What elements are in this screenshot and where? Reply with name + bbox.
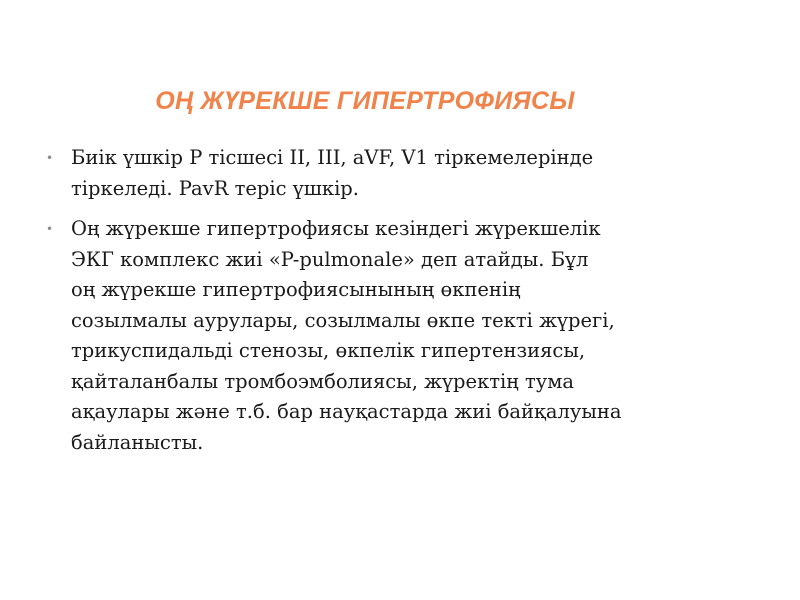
bullet-icon: •: [46, 222, 54, 236]
bullet-item: [46, 143, 726, 204]
bullet-line: ақаулары және т.б. бар науқастарда жиі байқалуына: [71, 400, 622, 423]
bullet-line: тіркеледі. PavR теріс үшкір.: [71, 176, 359, 200]
bullet-item: [46, 214, 726, 458]
slide-title: ОҢ ЖҮРЕКШЕ ГИПЕРТРОФИЯСЫ: [155, 87, 575, 115]
bullet-text: [71, 214, 726, 458]
bullet-line: байланысты.: [71, 430, 204, 454]
bullet-line: трикуспидальді стенозы, өкпелік гипертензиясы,: [71, 339, 586, 362]
bullet-list: [46, 143, 726, 468]
bullet-line: оң жүрекше гипертрофиясынының өкпенің: [71, 278, 521, 301]
bullet-line: созылмалы аурулары, созылмалы өкпе текті жүрегі,: [71, 308, 615, 332]
bullet-line: Биік үшкір P тісшесі II, III, aVF, V1 тіркемелерінде: [71, 146, 594, 169]
bullet-line: қайталанбалы тромбоэмболиясы, жүректің тума: [71, 369, 575, 393]
bullet-icon: •: [46, 151, 54, 165]
bullet-text: [71, 143, 726, 204]
bullet-line: Оң жүрекше гипертрофиясы кезіндегі жүрекшелік: [71, 217, 601, 240]
bullet-line: ЭКГ комплекс жиі «P-pulmonale» деп атайды. Бұл: [71, 247, 589, 271]
